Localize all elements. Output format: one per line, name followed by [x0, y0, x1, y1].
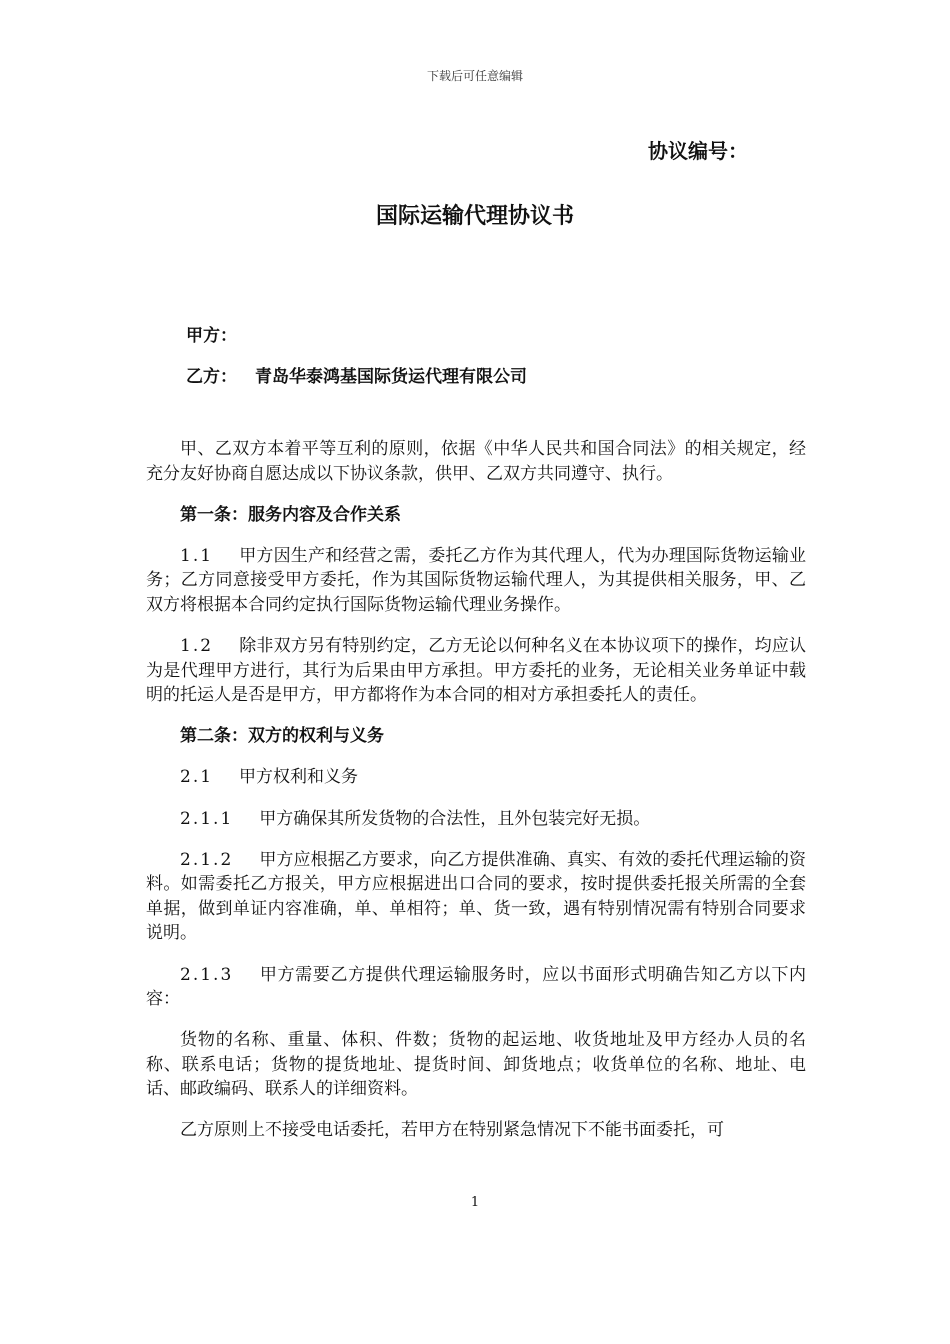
- clause-1-2-text: 除非双方另有特别约定，乙方无论以何种名义在本协议项下的操作，均应认为是代理甲方进行，其行为后果由甲方承担。甲方委托的业务，无论相关业务单证中载明的托运人是否是甲方，甲方都将作为本合同的相对方承担委托人的责任。: [146, 636, 806, 706]
- article-2-heading: 第二条：双方的权利与义务: [180, 726, 384, 747]
- clause-2-1-3-text: 甲方需要乙方提供代理运输服务时，应以书面形式明确告知乙方以下内容：: [146, 964, 806, 1010]
- section-2-1-text: 甲方权利和义务: [239, 767, 359, 788]
- party-b: [186, 362, 527, 387]
- clause-2-1-1-text: 甲方确保其所发货物的合法性，且外包装完好无损。: [259, 808, 651, 829]
- clause-1-1: [146, 544, 806, 618]
- clause-2-1-1-number: 2.1.1: [180, 808, 234, 829]
- intro-paragraph: 甲、乙双方本着平等互利的原则，依据《中华人民共和国合同法》的相关规定，经充分友好协商自愿达成以下协议条款，供甲、乙双方共同遵守、执行。: [146, 439, 806, 484]
- party-a: [186, 321, 237, 346]
- phone-commission-paragraph: 乙方原则上不接受电话委托，若甲方在特别紧急情况下不能书面委托，可: [180, 1120, 724, 1141]
- agreement-number-label: 协议编号：: [648, 139, 748, 163]
- header-note: 下载后可任意编辑: [426, 69, 523, 83]
- party-b-name: 青岛华泰鸿基国际货运代理有限公司: [255, 367, 527, 387]
- goods-info-paragraph: 货物的名称、重量、体积、件数；货物的起运地、收货地址及甲方经办人员的名称、联系电话；货物的提货地址、提货时间、卸货地点；收货单位的名称、地址、电话、邮政编码、联系人的详细资料。: [146, 1030, 806, 1100]
- section-2-1: [146, 765, 806, 790]
- clause-1-1-number: 1.1: [180, 545, 214, 566]
- section-2-1-number: 2.1: [180, 767, 214, 788]
- clause-2-1-2-number: 2.1.2: [180, 849, 234, 870]
- document-body: [146, 437, 806, 1160]
- page-number: 1: [470, 1195, 480, 1210]
- clause-2-1-2: [146, 848, 806, 946]
- clause-2-1-2-text: 甲方应根据乙方要求，向乙方提供准确、真实、有效的委托代理运输的资料。如需委托乙方报关，甲方应根据进出口合同的要求，按时提供委托报关所需的全套单据，做到单证内容准确，单、单相符；单、货一致，遇有特别情况需有特别合同要求说明。: [146, 849, 806, 944]
- clause-1-1-text: 甲方因生产和经营之需，委托乙方作为其代理人，代为办理国际货物运输业务；乙方同意接受甲方委托，作为其国际货物运输代理人，为其提供相关服务，甲、乙双方将根据本合同约定执行国际货物运输代理业务操作。: [146, 545, 806, 615]
- document-title: 国际运输代理协议书: [375, 204, 574, 229]
- clause-2-1-3: [146, 963, 806, 1012]
- clause-2-1-3-number: 2.1.3: [180, 964, 234, 985]
- clause-2-1-1: [146, 807, 806, 832]
- party-a-label: 甲方：: [186, 326, 237, 346]
- clause-1-2-number: 1.2: [180, 636, 214, 657]
- clause-1-2: [146, 634, 806, 708]
- party-b-label: 乙方：: [186, 367, 237, 387]
- article-1-heading: 第一条：服务内容及合作关系: [180, 504, 401, 525]
